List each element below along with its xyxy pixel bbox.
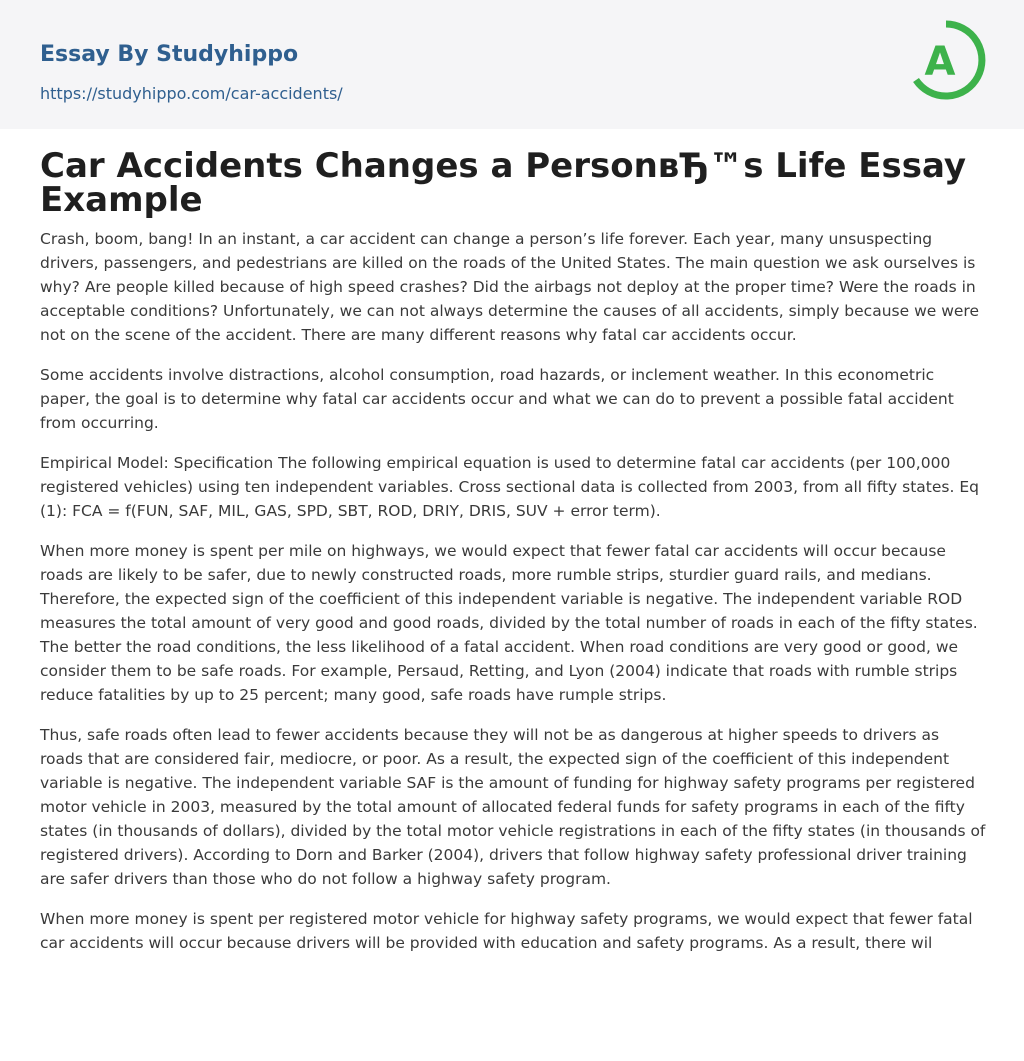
paragraph: Some accidents involve distractions, alcohol consumption, road hazards, or inclement weather. In this econometric paper, the goal is to determine why fatal car accidents occur and what we can do to prevent a possible fatal accident from occurring. — [40, 366, 954, 432]
article-body — [0, 146, 1024, 955]
page-title: Car Accidents Changes a PersonвЂ™s Life Essay Example — [40, 146, 967, 220]
paragraph: When more money is spent per registered motor vehicle for highway safety programs, we would expect that fewer fatal car accidents will occur because drivers will be provided with education and safety programs. As a result, there wil — [40, 910, 973, 952]
paragraph: Empirical Model: Specification The following empirical equation is used to determine fatal car accidents (per 100,000 registered vehicles) using ten independent variables. Cross sectional data is collected from 2003, from all fifty states. Eq (1): FCA = f(FUN, SAF, MIL, GAS, SPD, SBT, ROD, DRIY, DRIS, SUV + error term). — [40, 454, 979, 520]
logo-letter: A — [924, 39, 956, 85]
paragraph: Thus, safe roads often lead to fewer accidents because they will not be as dangerous at higher speeds to drivers as roads that are considered fair, mediocre, or poor. As a result, the expected sign of the coefficient of this independent variable is negative. The independent variable SAF is the amount of funding for highway safety programs per registered motor vehicle in 2003, measured by the total amount of allocated federal funds for safety programs in each of the fifty states (in thousands of dollars), divided by the total motor vehicle registrations in each of the fifty states (in thousands of registered drivers). According to Dorn and Barker (2004), drivers that follow highway safety professional driver training are safer drivers than those who do not follow a highway safety program. — [40, 726, 986, 888]
site-title[interactable]: Essay By Studyhippo — [40, 42, 299, 67]
paragraph: Crash, boom, bang! In an instant, a car accident can change a person’s life forever. Each year, many unsuspecting drivers, passengers, and pedestrians are killed on the roads of the United States. The main question we ask ourselves is why? Are people killed because of high speed crashes? Did the airbags not deploy at the proper time? Were the roads in acceptable conditions? Unfortunately, we can not always determine the causes of all accidents, simply because we were not on the scene of the accident. There are many different reasons why fatal car accidents occur. — [40, 230, 979, 344]
essay-url-link[interactable]: https://studyhippo.com/car-accidents/ — [40, 84, 343, 103]
studyhippo-logo-icon[interactable] — [910, 18, 988, 106]
paragraph: When more money is spent per mile on highways, we would expect that fewer fatal car accidents will occur because roads are likely to be safer, due to newly constructed roads, more rumble strips, sturdier guard rails, and medians. Therefore, the expected sign of the coefficient of this independent variable is negative. The independent variable ROD measures the total amount of very good and good roads, divided by the total number of roads in each of the fifty states. The better the road conditions, the less likelihood of a fatal accident. When road conditions are very good or good, we consider them to be safe roads. For example, Persaud, Retting, and Lyon (2004) indicate that roads with rumble strips reduce fatalities by up to 25 percent; many good, safe roads have rumple strips. — [40, 542, 978, 704]
site-header — [0, 0, 1024, 129]
